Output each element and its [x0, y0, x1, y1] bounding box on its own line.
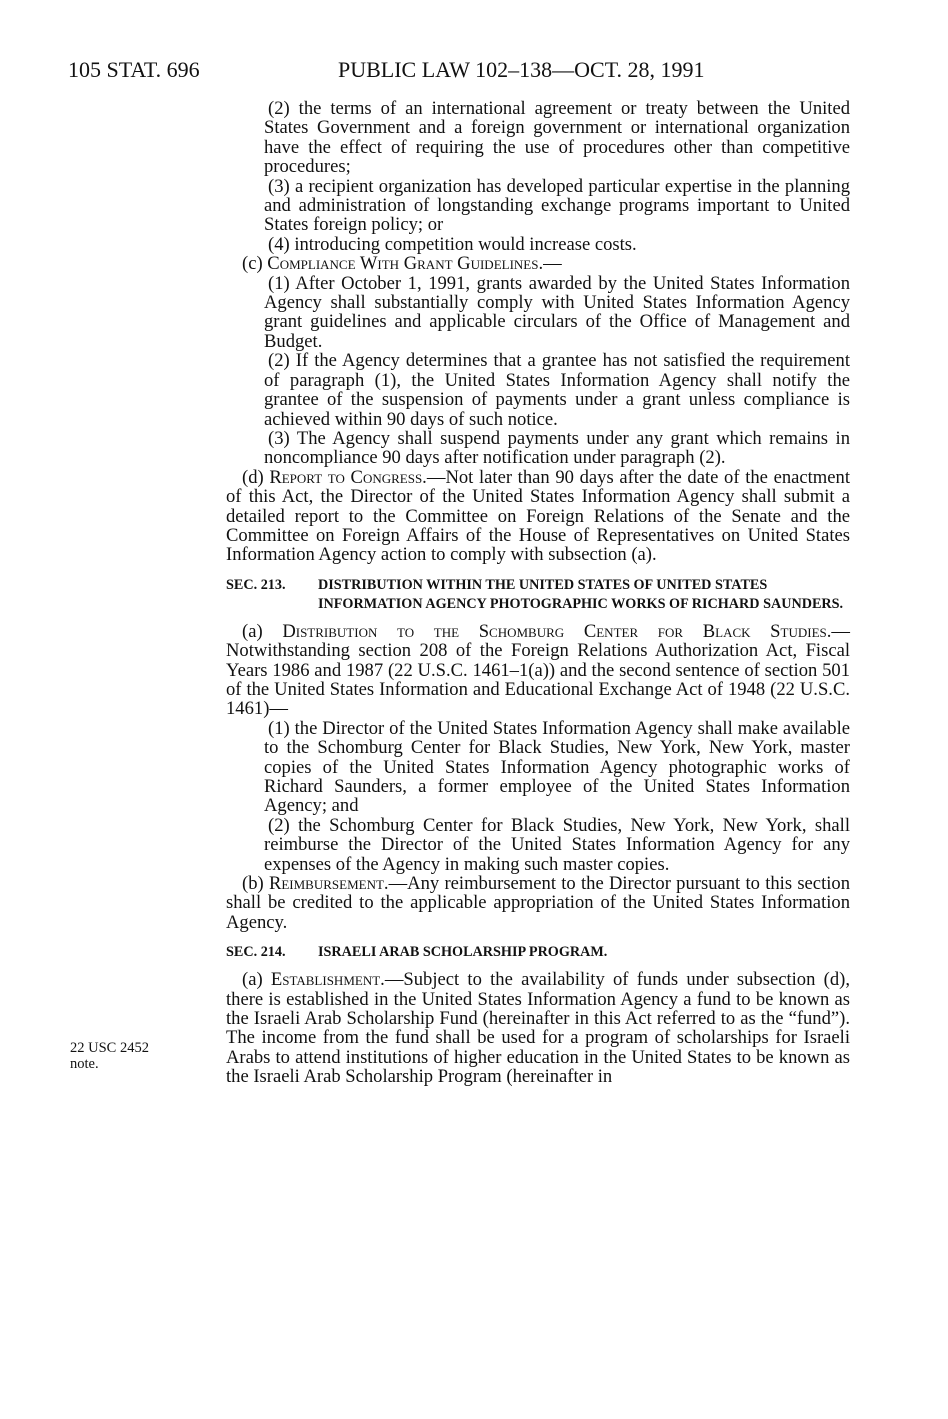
running-head	[68, 55, 858, 85]
paragraph-c2: (2) If the Agency determines that a grantee has not satisfied the requirement of paragraph (1), the United States Information Agency shall notify the grantee of the suspension of payments under a grant unless compliance is achieved within 90 days of such notice.	[264, 350, 850, 430]
paragraph-c3: (3) The Agency shall suspend payments under any grant which remains in noncompliance 90 days after notification under paragraph (2).	[264, 427, 850, 469]
section-213-a-text: —Notwithstanding section 208 of the Foreign Relations Authorization Act, Fiscal Years 1986 and 1987 (22 U.S.C. 1461–1(a)) and the second sentence of section 501 of the United States Information and Educational Exchange Act of 1948 (22 U.S.C. 1461)—	[226, 620, 850, 720]
section-213-a1: (1) the Director of the United States Information Agency shall make available to the Schomburg Center for Black Studies, New York, New York, master copies of the United States Information Agency photographic works of Richard Saunders, a former employee of the United States Information Agency; and	[264, 717, 850, 817]
section-214-a-text: —Subject to the availability of funds under subsection (d), there is established in the United States Information Agency a fund to be known as the Israeli Arab Scholarship Fund (hereinafter in this Act referred to as the “fund”). The income from the fund shall be used for a program of scholarships for Israeli Arabs to attend institutions of higher education in the United States to be known as the Israeli Arab Scholarship Program (hereinafter in	[226, 969, 850, 1088]
subsection-d	[226, 468, 850, 565]
stat-page-reference: 105 STAT. 696	[68, 57, 200, 82]
section-213-heading	[226, 576, 850, 614]
section-213-a2: (2) the Schomburg Center for Black Studies, New York, New York, shall reimburse the Director of the United States Information Agency for any expenses of the Agency in making such master copies.	[264, 814, 850, 875]
section-214-title: ISRAELI ARAB SCHOLARSHIP PROGRAM.	[318, 944, 608, 961]
section-214-a-label: (a)	[242, 969, 271, 991]
section-214-subsection-a	[226, 970, 850, 1086]
paragraph-b2: (2) the terms of an international agreement or treaty between the United States Government and a foreign government or international organization have the effect of requiring the use of procedures other than competitive procedures;	[264, 98, 850, 178]
section-213-b-heading: Reimbursement.	[268, 873, 389, 895]
section-213-subsection-a	[226, 622, 850, 719]
paragraph-b3: (3) a recipient organization has developed particular expertise in the planning and administration of longstanding exchange programs important to United States foreign policy; or	[264, 175, 850, 236]
public-law-reference: PUBLIC LAW 102–138—OCT. 28, 1991	[338, 57, 705, 82]
section-213-subsection-b	[226, 874, 850, 932]
subsection-c-dash: —	[543, 253, 562, 275]
section-214-heading	[226, 943, 850, 962]
paragraph-b4: (4) introducing competition would increase costs.	[268, 233, 637, 255]
paragraph-c1: (1) After October 1, 1991, grants awarded by the United States Information Agency shall substantially comply with United States Information Agency grant guidelines and applicable circulars of the Office of Management and Budget.	[264, 272, 850, 352]
margin-note	[70, 1040, 190, 1072]
subsection-d-label: (d)	[242, 466, 270, 488]
statute-body	[226, 99, 850, 1087]
subsection-c-heading-line	[226, 254, 850, 273]
section-214-a-heading: Establishment.	[270, 969, 385, 991]
section-214-number: SEC. 214.	[226, 944, 286, 961]
section-213-b-text: —Any reimbursement to the Director pursuant to this section shall be credited to the applicable appropriation of the United States Information Agency.	[226, 873, 850, 933]
subsection-d-text: —Not later than 90 days after the date of the enactment of this Act, the Director of the United States Information Agency shall submit a detailed report to the Committee on Foreign Relations of the Senate and the Committee on Foreign Affairs of the House of Representatives on United States Information Agency action to comply with subsection (a).	[226, 466, 850, 566]
subsection-c-label: (c)	[242, 253, 268, 275]
section-213-title: DISTRIBUTION WITHIN THE UNITED STATES OF UNITED STATES INFORMATION AGENCY PHOTOGRAPHIC WORKS OF RICHARD SAUNDERS.	[318, 576, 844, 612]
subsection-c-heading: Compliance With Grant Guidelines.	[267, 253, 544, 275]
section-213-a-heading: Distribution to the Schomburg Center for Black Studies.	[282, 620, 832, 642]
subsection-d-heading: Report to Congress.	[269, 466, 427, 488]
margin-note-citation: 22 USC 2452	[70, 1040, 149, 1056]
margin-note-label: note.	[70, 1056, 99, 1072]
section-213-number: SEC. 213.	[226, 576, 286, 593]
section-213-b-label: (b)	[242, 873, 269, 895]
section-213-a-label: (a)	[242, 620, 283, 642]
